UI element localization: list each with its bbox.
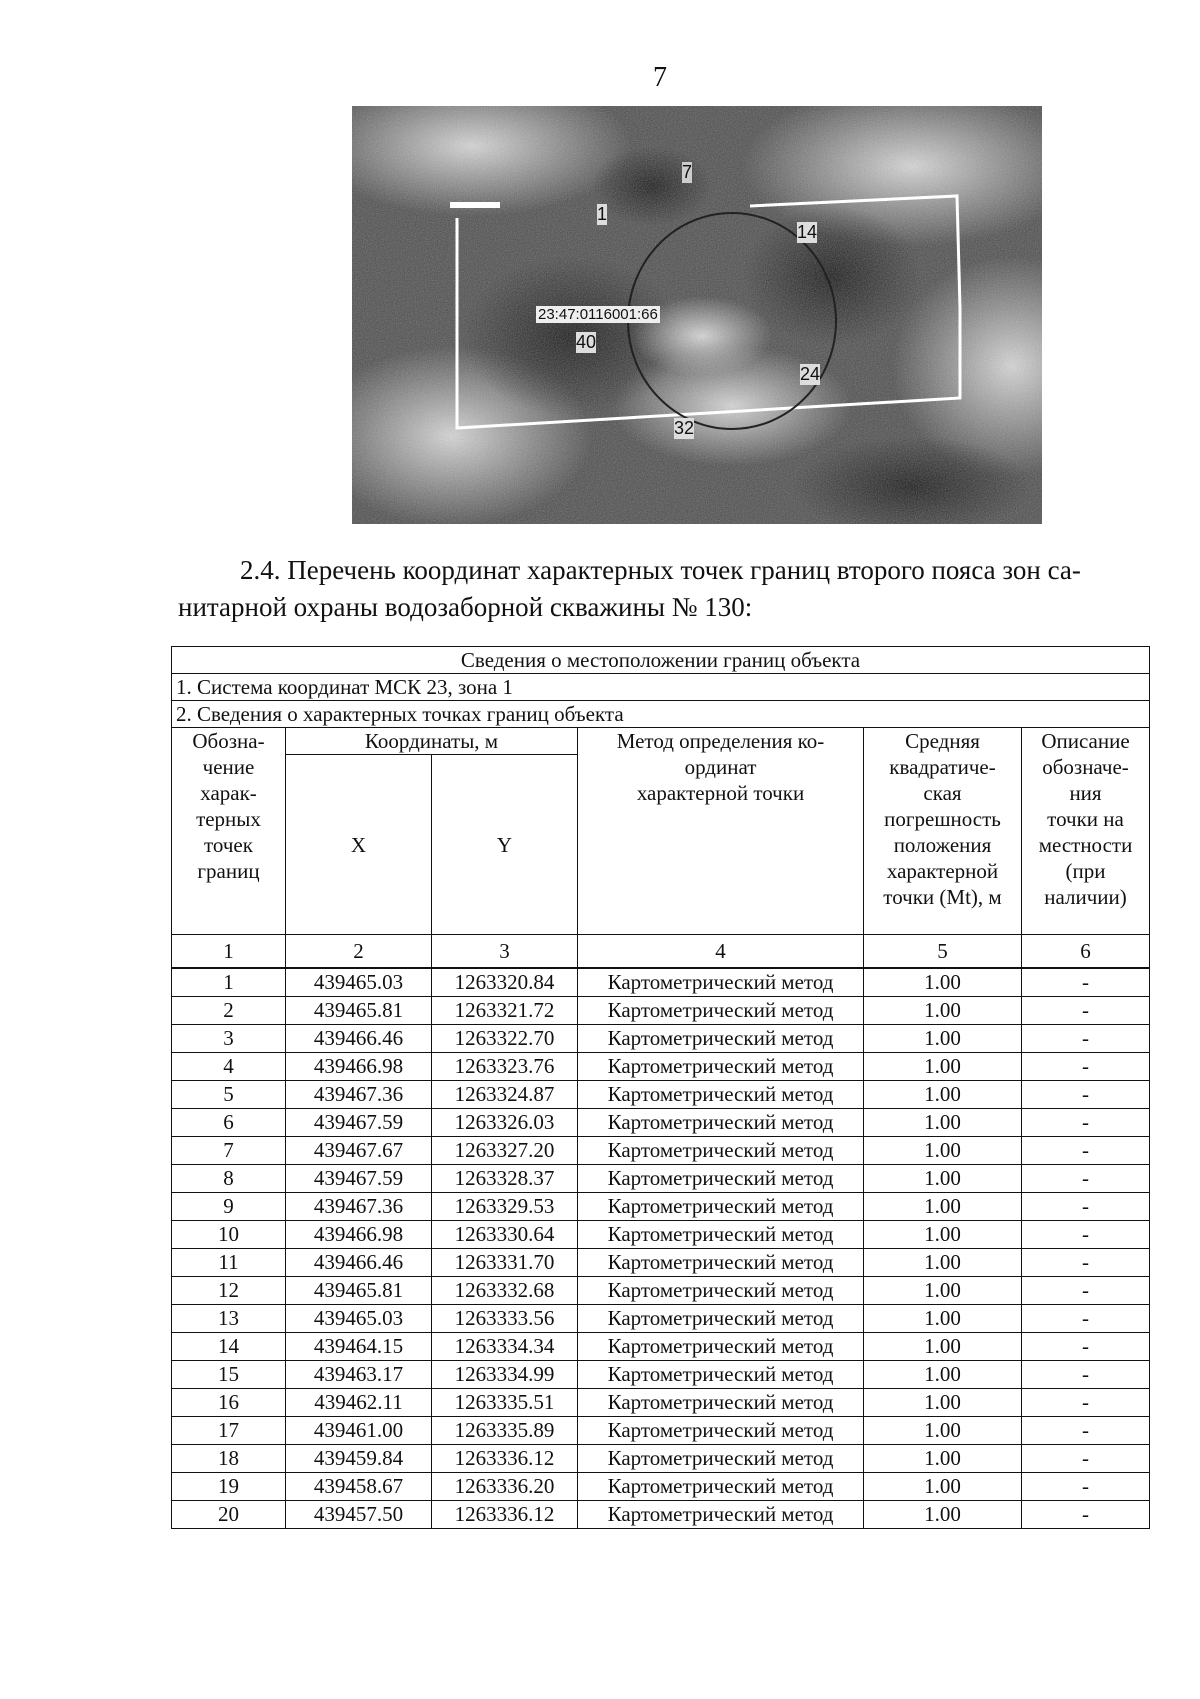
- cell-method: Картометрический метод: [578, 1333, 864, 1361]
- cell-error: 1.00: [864, 1501, 1022, 1529]
- cell-x: 439462.11: [286, 1389, 432, 1417]
- cell-error: 1.00: [864, 968, 1022, 997]
- cell-point-number: 16: [172, 1389, 286, 1417]
- cell-description: -: [1022, 1277, 1150, 1305]
- map-point-label-14: 14: [797, 222, 818, 242]
- cell-x: 439465.81: [286, 1277, 432, 1305]
- table-row: [172, 1417, 1150, 1445]
- cell-description: -: [1022, 1249, 1150, 1277]
- map-point-label-32: 32: [674, 418, 695, 438]
- cell-y: 1263332.68: [432, 1277, 578, 1305]
- cell-point-number: 2: [172, 997, 286, 1025]
- cell-point-number: 19: [172, 1473, 286, 1501]
- table-row: [172, 997, 1150, 1025]
- cell-y: 1263321.72: [432, 997, 578, 1025]
- cell-method: Картометрический метод: [578, 1417, 864, 1445]
- table-row: [172, 1389, 1150, 1417]
- cell-x: 439467.67: [286, 1137, 432, 1165]
- column-number: 2: [286, 935, 432, 969]
- cell-description: -: [1022, 1165, 1150, 1193]
- cell-error: 1.00: [864, 1109, 1022, 1137]
- table-row: [172, 1053, 1150, 1081]
- cell-method: Картометрический метод: [578, 1081, 864, 1109]
- cell-y: 1263336.20: [432, 1473, 578, 1501]
- cell-point-number: 6: [172, 1109, 286, 1137]
- cell-y: 1263334.34: [432, 1333, 578, 1361]
- cell-y: 1263336.12: [432, 1445, 578, 1473]
- cell-x: 439467.36: [286, 1193, 432, 1221]
- cell-error: 1.00: [864, 1025, 1022, 1053]
- cell-x: 439467.59: [286, 1109, 432, 1137]
- satellite-map: [352, 106, 1042, 524]
- cell-description: -: [1022, 1025, 1150, 1053]
- cell-point-number: 20: [172, 1501, 286, 1529]
- map-point-label-7: 7: [682, 162, 693, 182]
- cell-point-number: 4: [172, 1053, 286, 1081]
- cell-method: Картометрический метод: [578, 1109, 864, 1137]
- header-method: Метод определения ко- ординат характерной точки: [578, 728, 864, 935]
- cell-error: 1.00: [864, 1277, 1022, 1305]
- cell-error: 1.00: [864, 1193, 1022, 1221]
- cell-method: Картометрический метод: [578, 1277, 864, 1305]
- cell-point-number: 18: [172, 1445, 286, 1473]
- cell-y: 1263334.99: [432, 1361, 578, 1389]
- cell-error: 1.00: [864, 997, 1022, 1025]
- cell-method: Картометрический метод: [578, 1221, 864, 1249]
- cell-description: -: [1022, 1445, 1150, 1473]
- column-number: 3: [432, 935, 578, 969]
- cell-method: Картометрический метод: [578, 1025, 864, 1053]
- cell-y: 1263329.53: [432, 1193, 578, 1221]
- cell-description: -: [1022, 1081, 1150, 1109]
- cell-error: 1.00: [864, 1137, 1022, 1165]
- cell-method: Картометрический метод: [578, 1361, 864, 1389]
- cell-error: 1.00: [864, 1473, 1022, 1501]
- cell-method: Картометрический метод: [578, 1389, 864, 1417]
- table-row: [172, 1361, 1150, 1389]
- cell-error: 1.00: [864, 1417, 1022, 1445]
- cell-method: Картометрический метод: [578, 1165, 864, 1193]
- table-row: [172, 1277, 1150, 1305]
- cell-x: 439463.17: [286, 1361, 432, 1389]
- cell-description: -: [1022, 1193, 1150, 1221]
- table-row: [172, 1109, 1150, 1137]
- cell-method: Картометрический метод: [578, 1053, 864, 1081]
- cell-method: Картометрический метод: [578, 1137, 864, 1165]
- cell-method: Картометрический метод: [578, 997, 864, 1025]
- column-number: 6: [1022, 935, 1150, 969]
- cell-method: Картометрический метод: [578, 1445, 864, 1473]
- header-coordinates: Координаты, м: [286, 728, 578, 755]
- cell-x: 439464.15: [286, 1333, 432, 1361]
- cell-description: -: [1022, 1501, 1150, 1529]
- cell-description: -: [1022, 1137, 1150, 1165]
- cell-x: 439459.84: [286, 1445, 432, 1473]
- table-row: [172, 1165, 1150, 1193]
- table-row: [172, 1193, 1150, 1221]
- cell-point-number: 12: [172, 1277, 286, 1305]
- table-row: [172, 1501, 1150, 1529]
- section-heading-line-2: нитарной охраны водозаборной скважины № 130:: [178, 592, 753, 622]
- cell-error: 1.00: [864, 1305, 1022, 1333]
- parcel-label: 23:47:0116001:66: [538, 306, 658, 323]
- cell-description: -: [1022, 997, 1150, 1025]
- table-row: [172, 968, 1150, 997]
- table-row: [172, 1081, 1150, 1109]
- cell-point-number: 17: [172, 1417, 286, 1445]
- map-point-label-24: 24: [800, 364, 821, 384]
- table-row: [172, 1221, 1150, 1249]
- table-row: [172, 1305, 1150, 1333]
- map-point-label-40: 40: [576, 332, 597, 352]
- cell-x: 439466.98: [286, 1221, 432, 1249]
- cell-x: 439458.67: [286, 1473, 432, 1501]
- table-row: [172, 1249, 1150, 1277]
- cell-y: 1263323.76: [432, 1053, 578, 1081]
- table-title: Сведения о местоположении границ объекта: [172, 647, 1150, 674]
- cell-y: 1263328.37: [432, 1165, 578, 1193]
- cell-description: -: [1022, 1109, 1150, 1137]
- cell-method: Картометрический метод: [578, 1501, 864, 1529]
- cell-error: 1.00: [864, 1221, 1022, 1249]
- header-description: Описание обозначе- ния точки на местности (при наличии): [1022, 728, 1150, 935]
- table-row: [172, 1333, 1150, 1361]
- table-points-heading: 2. Сведения о характерных точках границ объекта: [172, 701, 1150, 728]
- cell-point-number: 3: [172, 1025, 286, 1053]
- cell-y: 1263326.03: [432, 1109, 578, 1137]
- cell-y: 1263320.84: [432, 968, 578, 997]
- cell-x: 439467.59: [286, 1165, 432, 1193]
- cell-error: 1.00: [864, 1361, 1022, 1389]
- cell-error: 1.00: [864, 1081, 1022, 1109]
- cell-error: 1.00: [864, 1445, 1022, 1473]
- cell-error: 1.00: [864, 1389, 1022, 1417]
- header-error: Средняя квадратиче- ская погрешность положения характерной точки (Mt), м: [864, 728, 1022, 935]
- cell-method: Картометрический метод: [578, 968, 864, 997]
- cell-point-number: 1: [172, 968, 286, 997]
- cell-point-number: 11: [172, 1249, 286, 1277]
- cell-method: Картометрический метод: [578, 1193, 864, 1221]
- cell-error: 1.00: [864, 1165, 1022, 1193]
- cell-point-number: 9: [172, 1193, 286, 1221]
- cell-y: 1263322.70: [432, 1025, 578, 1053]
- cell-y: 1263336.12: [432, 1501, 578, 1529]
- cell-x: 439461.00: [286, 1417, 432, 1445]
- cell-method: Картометрический метод: [578, 1249, 864, 1277]
- column-numbers-row: [172, 935, 1150, 969]
- cell-error: 1.00: [864, 1249, 1022, 1277]
- cell-x: 439466.46: [286, 1249, 432, 1277]
- cell-method: Картометрический метод: [578, 1305, 864, 1333]
- cell-point-number: 13: [172, 1305, 286, 1333]
- cell-x: 439465.03: [286, 968, 432, 997]
- cell-x: 439465.81: [286, 997, 432, 1025]
- column-number: 1: [172, 935, 286, 969]
- map-point-label-1: 1: [597, 204, 608, 224]
- cell-y: 1263324.87: [432, 1081, 578, 1109]
- cell-y: 1263335.89: [432, 1417, 578, 1445]
- map-image: [352, 106, 1042, 524]
- cell-point-number: 14: [172, 1333, 286, 1361]
- header-y: Y: [432, 755, 578, 935]
- table-row: [172, 1137, 1150, 1165]
- header-designation: Обозна- чение харак- терных точек границ: [172, 728, 286, 935]
- page-number: 7: [653, 62, 667, 93]
- cell-description: -: [1022, 1221, 1150, 1249]
- column-number: 4: [578, 935, 864, 969]
- cell-description: -: [1022, 1389, 1150, 1417]
- cell-y: 1263327.20: [432, 1137, 578, 1165]
- cell-x: 439465.03: [286, 1305, 432, 1333]
- cell-description: -: [1022, 1305, 1150, 1333]
- cell-description: -: [1022, 1361, 1150, 1389]
- cell-x: 439467.36: [286, 1081, 432, 1109]
- table-row: [172, 1025, 1150, 1053]
- section-heading: [178, 552, 1148, 626]
- cell-y: 1263333.56: [432, 1305, 578, 1333]
- cell-point-number: 10: [172, 1221, 286, 1249]
- cell-y: 1263331.70: [432, 1249, 578, 1277]
- section-heading-line-1: 2.4. Перечень координат характерных точек границ второго пояса зон са-: [240, 555, 1081, 585]
- cell-description: -: [1022, 1473, 1150, 1501]
- cell-error: 1.00: [864, 1053, 1022, 1081]
- cell-description: -: [1022, 1333, 1150, 1361]
- cell-y: 1263335.51: [432, 1389, 578, 1417]
- cell-x: 439457.50: [286, 1501, 432, 1529]
- header-x: X: [286, 755, 432, 935]
- cell-point-number: 7: [172, 1137, 286, 1165]
- cell-point-number: 8: [172, 1165, 286, 1193]
- table-row: [172, 1473, 1150, 1501]
- cell-point-number: 15: [172, 1361, 286, 1389]
- cell-description: -: [1022, 1053, 1150, 1081]
- column-number: 5: [864, 935, 1022, 969]
- table-body: [172, 968, 1150, 1529]
- cell-error: 1.00: [864, 1333, 1022, 1361]
- cell-description: -: [1022, 1417, 1150, 1445]
- cell-x: 439466.46: [286, 1025, 432, 1053]
- cell-point-number: 5: [172, 1081, 286, 1109]
- cell-description: -: [1022, 968, 1150, 997]
- coordinates-table: [171, 646, 1150, 1529]
- table-row: [172, 1445, 1150, 1473]
- cell-x: 439466.98: [286, 1053, 432, 1081]
- cell-method: Картометрический метод: [578, 1473, 864, 1501]
- cell-y: 1263330.64: [432, 1221, 578, 1249]
- table-coordinate-system: 1. Система координат МСК 23, зона 1: [172, 674, 1150, 701]
